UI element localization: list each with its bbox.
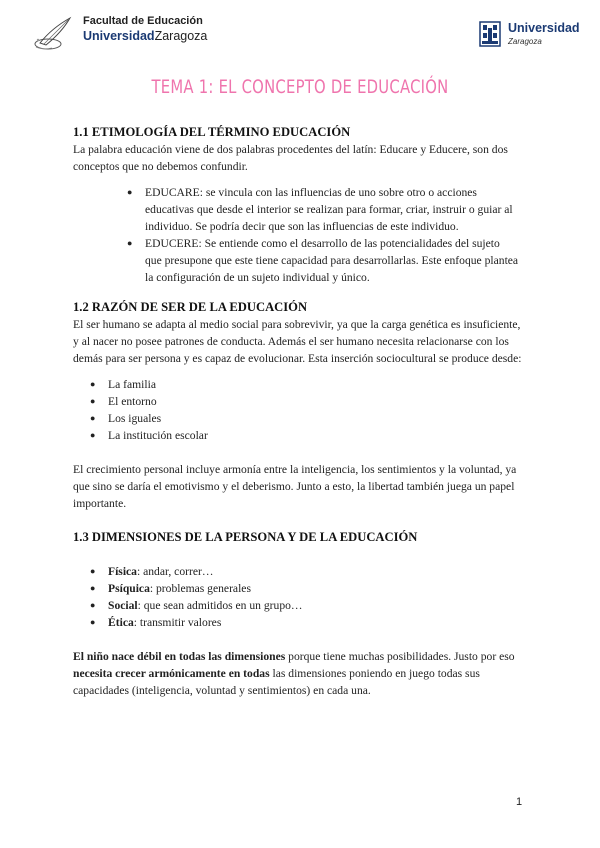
list-item: ● EDUCERE: Se entiende como el desarrollo de las potencialidades del sujeto que presupone que este tiene capacidad para desarrollarlas. Este enfoque plantea la configuración de un sujeto individual y único. bbox=[127, 237, 519, 284]
list-item: ● Los iguales bbox=[90, 412, 162, 425]
list-item: ● Física: andar, correr… bbox=[90, 565, 214, 578]
city-wordmark: Zaragoza bbox=[508, 37, 542, 46]
section-heading-1-2: 1.2 RAZÓN DE SER DE LA EDUCACIÓN bbox=[73, 300, 308, 314]
bullet-icon: ● bbox=[90, 379, 96, 389]
paragraph: El niño nace débil en todas las dimensiones porque tiene muchas posibilidades. Justo por eso necesita crecer armónicamente en todas las dimensiones poniendo en juego todas sus capacidades (inteligencia, voluntad y sentimientos) en cada una. bbox=[73, 650, 515, 697]
bullet-list bbox=[127, 184, 519, 286]
bullet-icon: ● bbox=[127, 187, 133, 197]
university-crest-icon bbox=[478, 20, 502, 48]
university-logo bbox=[478, 20, 578, 50]
page-title: TEMA 1: EL CONCEPTO DE EDUCACIÓN bbox=[151, 76, 449, 98]
bullet-icon: ● bbox=[90, 566, 96, 576]
paragraph: El ser humano se adapta al medio social para sobrevivir, ya que la carga genética es insuficiente, y al nacer no posee patrones de conducta. Además el ser humano necesita relacionarse con los demás para ser persona y es capaz de evolucionar. Esta inserción sociocultural se produce desde: bbox=[73, 318, 522, 365]
bullet-list bbox=[90, 563, 529, 631]
page-header bbox=[0, 0, 600, 60]
list-item: ● Ética: transmitir valores bbox=[90, 616, 222, 629]
faculty-name: Facultad de Educación bbox=[83, 15, 203, 27]
list-item: ● El entorno bbox=[90, 395, 157, 408]
bullet-icon: ● bbox=[127, 238, 133, 248]
list-item: ● Psíquica: problemas generales bbox=[90, 582, 251, 595]
bullet-icon: ● bbox=[90, 430, 96, 440]
bullet-icon: ● bbox=[90, 600, 96, 610]
university-wordmark: Universidad bbox=[508, 21, 580, 35]
bullet-icon: ● bbox=[90, 583, 96, 593]
list-item: ● La familia bbox=[90, 378, 156, 391]
document-body bbox=[73, 124, 529, 699]
quill-ink-icon bbox=[30, 14, 78, 54]
page-number: 1 bbox=[516, 796, 523, 808]
section-heading-1-1: 1.1 ETIMOLOGÍA DEL TÉRMINO EDUCACIÓN bbox=[73, 125, 351, 139]
bullet-list bbox=[90, 376, 529, 444]
paragraph: La palabra educación viene de dos palabras procedentes del latín: Educare y Educere, son dos conceptos que no debemos confundir. bbox=[73, 143, 508, 173]
faculty-logo bbox=[30, 14, 208, 54]
list-item: ● La institución escolar bbox=[90, 429, 208, 442]
bullet-icon: ● bbox=[90, 617, 96, 627]
university-name: UniversidadZaragoza bbox=[83, 29, 208, 43]
paragraph: El crecimiento personal incluye armonía entre la inteligencia, los sentimientos y la voluntad, ya que sino se daría el emotivismo y el deberismo. Junto a esto, la libertad también juega un papel importante. bbox=[73, 463, 517, 510]
section-heading-1-3: 1.3 DIMENSIONES DE LA PERSONA Y DE LA EDUCACIÓN bbox=[73, 530, 418, 544]
bullet-icon: ● bbox=[90, 413, 96, 423]
list-item: ● EDUCARE: se vincula con las influencias de uno sobre otro o acciones educativas que desde el interior se realizan para formar, criar, instruir o guiar al individuo. Se podría decir que son las influencias de este individuo. bbox=[127, 186, 513, 233]
bullet-icon: ● bbox=[90, 396, 96, 406]
list-item: ● Social: que sean admitidos en un grupo… bbox=[90, 599, 303, 612]
